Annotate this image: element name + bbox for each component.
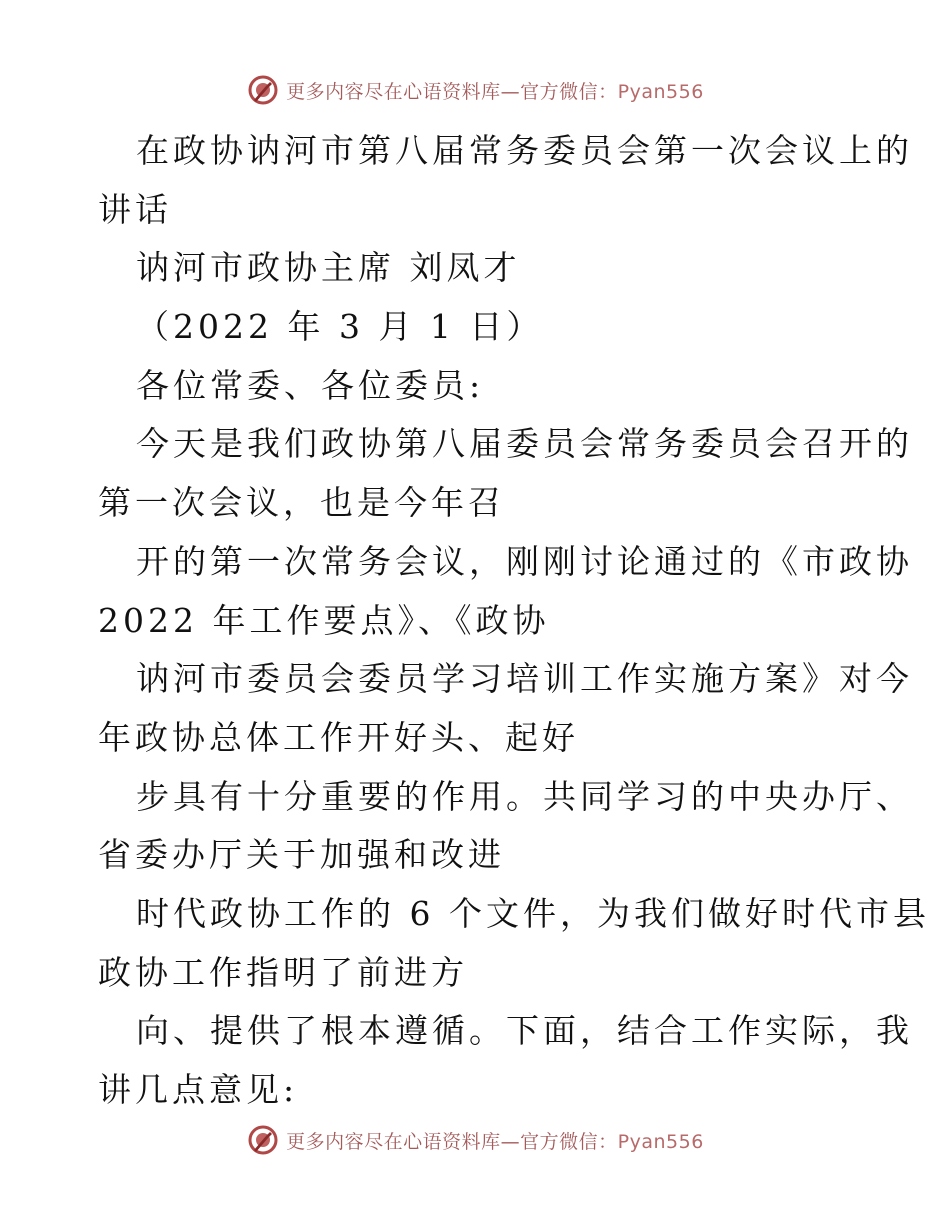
text-line: 2022 年工作要点》、《政协 (98, 600, 550, 640)
text-line: （2022 年 3 月 1 日） (136, 307, 544, 347)
text-line: 今天是我们政协第八届委员会常务委员会召开的 (136, 424, 913, 464)
text-line: 向、提供了根本遵循。下面，结合工作实际，我 (136, 1011, 913, 1051)
watermark-logo-icon (246, 1123, 280, 1157)
text-line: 年政协总体工作开好头、起好 (98, 717, 579, 757)
text-line: 讷河市政协主席 刘凤才 (136, 248, 521, 288)
text-line: 各位常委、各位委员: (136, 365, 485, 405)
watermark-text: 更多内容尽在心语资料库—官方微信：Pyan556 (286, 1130, 704, 1153)
watermark-group (246, 73, 704, 107)
document-body (98, 122, 930, 1120)
text-line: 开的第一次常务会议，刚刚讨论通过的《市政协 (136, 541, 913, 581)
header-watermark (0, 70, 950, 110)
text-line: 讷河市委员会委员学习培训工作实施方案》对今 (136, 659, 913, 699)
watermark-logo-icon (246, 73, 280, 107)
text-line: 讲几点意见: (98, 1070, 299, 1109)
watermark-text: 更多内容尽在心语资料库—官方微信：Pyan556 (286, 80, 704, 103)
watermark-group (246, 1123, 704, 1157)
text-line: 第一次会议，也是今年召 (98, 483, 505, 523)
text-line: 政协工作指明了前进方 (98, 952, 468, 992)
text-line: 时代政协工作的 6 个文件，为我们做好时代市县 (136, 893, 930, 933)
footer-watermark (0, 1120, 950, 1160)
text-line: 省委办厅关于加强和改进 (98, 835, 505, 875)
text-line: 步具有十分重要的作用。共同学习的中央办厅、 (136, 776, 913, 816)
text-line: 在政协讷河市第八届常务委员会第一次会议上的 (136, 131, 913, 170)
text-line: 讲话 (98, 189, 172, 229)
